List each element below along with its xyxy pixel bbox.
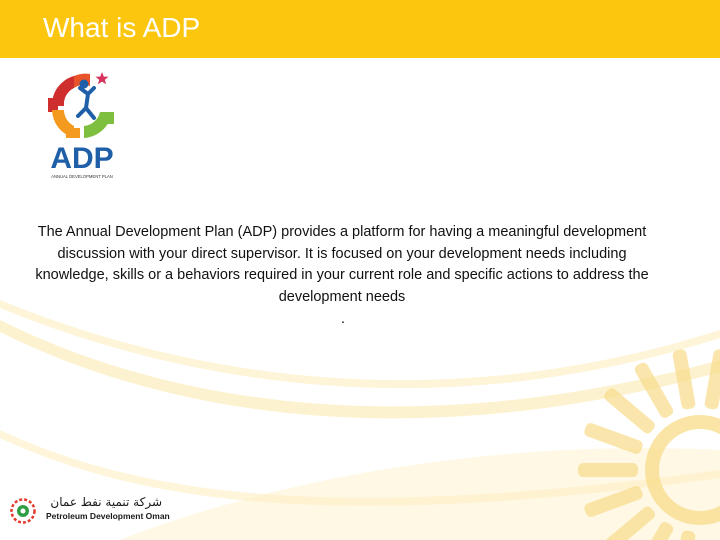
- slide-title: What is ADP: [43, 12, 201, 43]
- company-name-english: Petroleum Development Oman: [46, 511, 170, 521]
- adp-logo: [44, 68, 120, 182]
- adp-logo-mark: [48, 72, 114, 138]
- company-name-arabic: شركة تنمية نفط عمان: [50, 495, 162, 509]
- adp-logo-wordmark: ADP: [50, 142, 114, 175]
- body-paragraph: The Annual Development Plan (ADP) provides a platform for having a meaningful development discussion with your direct supervisor. It is focused on your development needs including knowledge, skills or a behaviors required in your current role and specific actions to address the development needs: [35, 224, 649, 305]
- body-trailing-dot: .: [340, 310, 346, 327]
- pdo-emblem-icon: [10, 498, 36, 524]
- adp-logo-tagline: ANNUAL DEVELOPMENT PLAN: [51, 174, 113, 179]
